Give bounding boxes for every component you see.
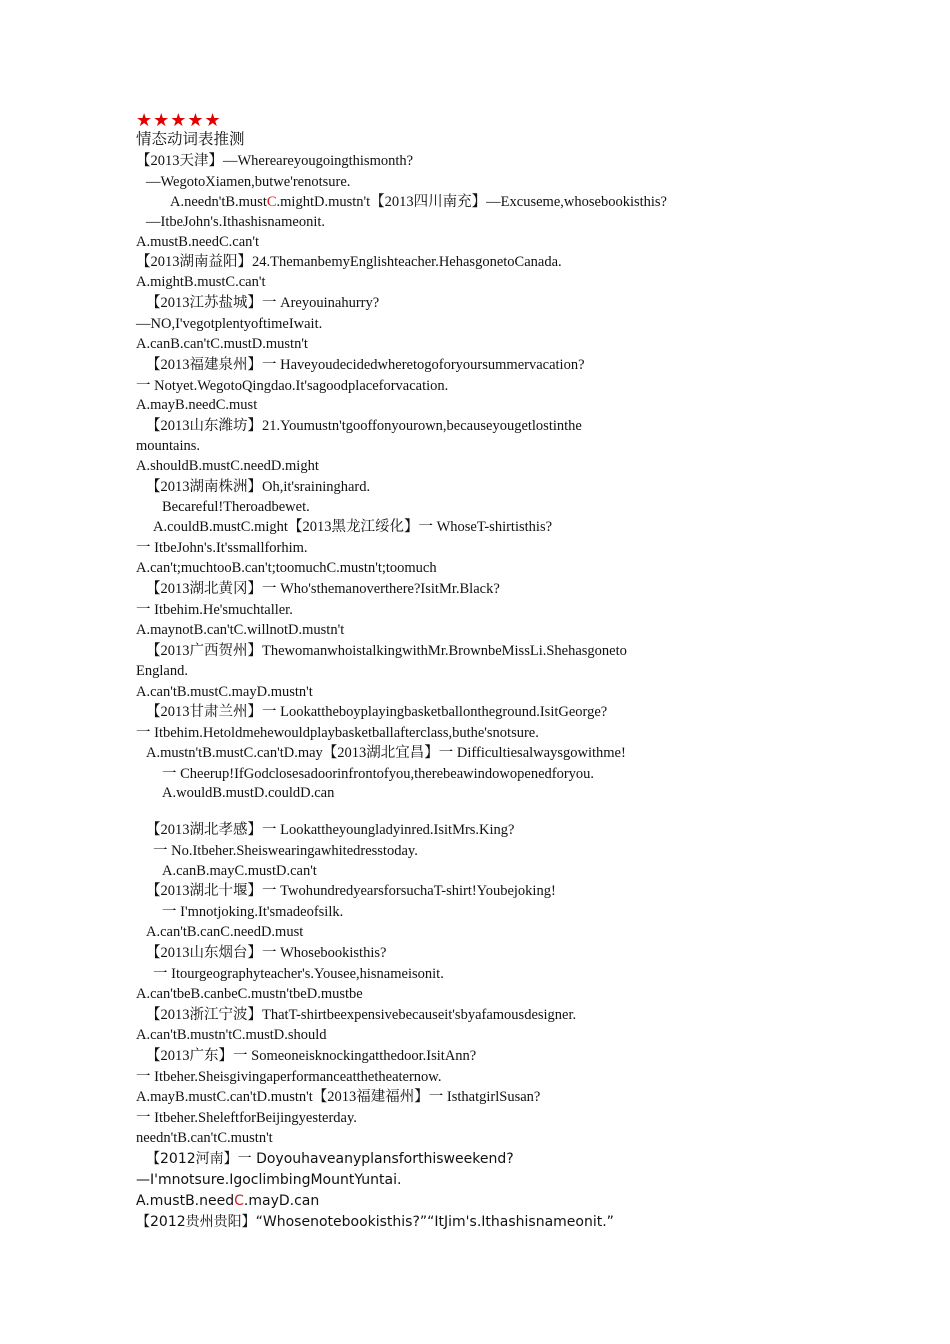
section-heading: 情态动词表推测 — [136, 131, 245, 148]
text-line: 【2012贵州贵阳】“Whosenotebookisthis?”“ItJim's.Ithashisnameonit.” — [136, 1214, 614, 1230]
text-line: 一 Itbeher.Sheisgivingaperformanceatthetheaternow. — [136, 1069, 442, 1085]
text-line: 【2013福建泉州】一 Haveyoudecidedwheretogoforyoursummervacation? — [146, 357, 585, 373]
text-line: A.can'tB.mustn'tC.mustD.should — [136, 1027, 327, 1043]
text-line: —I'mnotsure.IgoclimbingMountYuntai. — [136, 1172, 402, 1188]
text-line: A.mayB.mustC.can'tD.mustn't【2013福建福州】一 IsthatgirlSusan? — [136, 1089, 541, 1105]
text-segment: A.mustB.need — [136, 1193, 235, 1209]
text-line: A.canB.mayC.mustD.can't — [162, 863, 317, 879]
text-line: 【2013湖北孝感】一 Lookattheyoungladyinred.IsitMrs.King? — [146, 822, 515, 838]
text-line: 【2013湖北十堰】一 TwohundredyearsforsuchaT-shirt!Youbejoking! — [146, 883, 556, 899]
text-line: 【2013浙江宁波】ThatT-shirtbeexpensivebecauseit'sbyafamousdesigner. — [146, 1007, 577, 1023]
text-line: 一 Itourgeographyteacher's.Yousee,hisnameisonit. — [153, 966, 444, 982]
text-line: A.can't;muchtooB.can't;toomuchC.mustn't;toomuch — [136, 560, 437, 576]
text-line: England. — [136, 663, 188, 679]
text-line: 一 Itbehim.He'smuchtaller. — [136, 602, 293, 618]
text-line: A.shouldB.mustC.needD.might — [136, 458, 319, 474]
text-line: 【2013广东】一 Someoneisknockingatthedoor.IsitAnn? — [146, 1048, 477, 1064]
text-line: 【2013天津】—Whereareyougoingthismonth? — [136, 153, 414, 169]
text-line: mountains. — [136, 438, 201, 454]
text-line: 一 No.Itbeher.Sheiswearingawhitedresstoday. — [153, 843, 418, 859]
text-line: 【2013甘肃兰州】一 Lookattheboyplayingbasketballontheground.IsitGeorge? — [146, 704, 608, 720]
text-line: A.mustn'tB.mustC.can'tD.may【2013湖北宜昌】一 Difficultiesalwaysgowithme! — [146, 745, 626, 761]
text-line: 【2013江苏盐城】一 Areyouinahurry? — [146, 295, 380, 311]
text-line: A.can'tB.canC.needD.must — [146, 924, 304, 940]
text-line: A.wouldB.mustD.couldD.can — [162, 785, 335, 801]
text-line: 【2013山东潍坊】21.Youmustn'tgooffonyourown,becauseyougetlostinthe — [146, 418, 582, 434]
text-segment: .mightD.mustn't【2013四川南充】—Excuseme,whosebookisthis? — [276, 194, 667, 210]
text-line: A.maynotB.can'tC.willnotD.mustn't — [136, 622, 345, 638]
text-line: A.can'tbeB.canbeC.mustn'tbeD.mustbe — [136, 986, 363, 1002]
text-line: needn'tB.can'tC.mustn't — [136, 1130, 273, 1146]
rating-stars: ★★★★★ — [136, 110, 222, 130]
text-line: —WegotoXiamen,butwe'renotsure. — [146, 174, 351, 190]
text-line: A.can'tB.mustC.mayD.mustn't — [136, 684, 313, 700]
text-line: 一 Itbeher.SheleftforBeijingyesterday. — [136, 1110, 357, 1126]
text-line: —ItbeJohn's.Ithashisnameonit. — [146, 214, 326, 230]
text-line: 【2013湖北黄冈】一 Who'sthemanoverthere?IsitMr.Black? — [146, 581, 500, 597]
text-line: 一 Itbehim.Hetoldmehewouldplaybasketballafterclass,buthe'snotsure. — [136, 725, 539, 741]
text-segment: A.needn'tB.must — [170, 194, 267, 210]
text-segment: .mayD.can — [243, 1193, 320, 1209]
text-line: 一 I'mnotjoking.It'smadeofsilk. — [162, 904, 344, 920]
text-line: Becareful!Theroadbewet. — [162, 499, 310, 515]
text-line: 【2012河南】一 Doyouhaveanyplansforthisweekend? — [146, 1151, 514, 1167]
text-line: A.mayB.needC.must — [136, 397, 258, 413]
text-line: A.couldB.mustC.might【2013黑龙江绥化】一 WhoseT-shirtisthis? — [153, 519, 553, 535]
text-line: A.mightB.mustC.can't — [136, 274, 266, 290]
text-line: 【2013广西贺州】ThewomanwhoistalkingwithMr.BrownbeMissLi.Shehasgoneto — [146, 643, 627, 659]
text-line — [136, 1192, 319, 1210]
text-line: 【2013湖南益阳】24.ThemanbemyEnglishteacher.HehasgonetoCanada. — [136, 254, 562, 270]
text-line: 一 Notyet.WegotoQingdao.It'sagoodplaceforvacation. — [136, 378, 449, 394]
text-line: 一 Cheerup!IfGodclosesadoorinfrontofyou,therebeawindowopenedforyou. — [162, 766, 595, 782]
text-line: 【2013湖南株洲】Oh,it'sraininghard. — [146, 479, 371, 495]
text-line: A.canB.can'tC.mustD.mustn't — [136, 336, 308, 352]
text-line: A.mustB.needC.can't — [136, 234, 260, 250]
text-line: —NO,I'vegotplentyoftimeIwait. — [136, 316, 323, 332]
text-line: 一 ItbeJohn's.It'ssmallforhim. — [136, 540, 308, 556]
text-line — [170, 193, 667, 211]
highlighted-option: C — [266, 194, 277, 210]
highlighted-option: C — [234, 1193, 244, 1209]
text-line: 【2013山东烟台】一 Whosebookisthis? — [146, 945, 387, 961]
